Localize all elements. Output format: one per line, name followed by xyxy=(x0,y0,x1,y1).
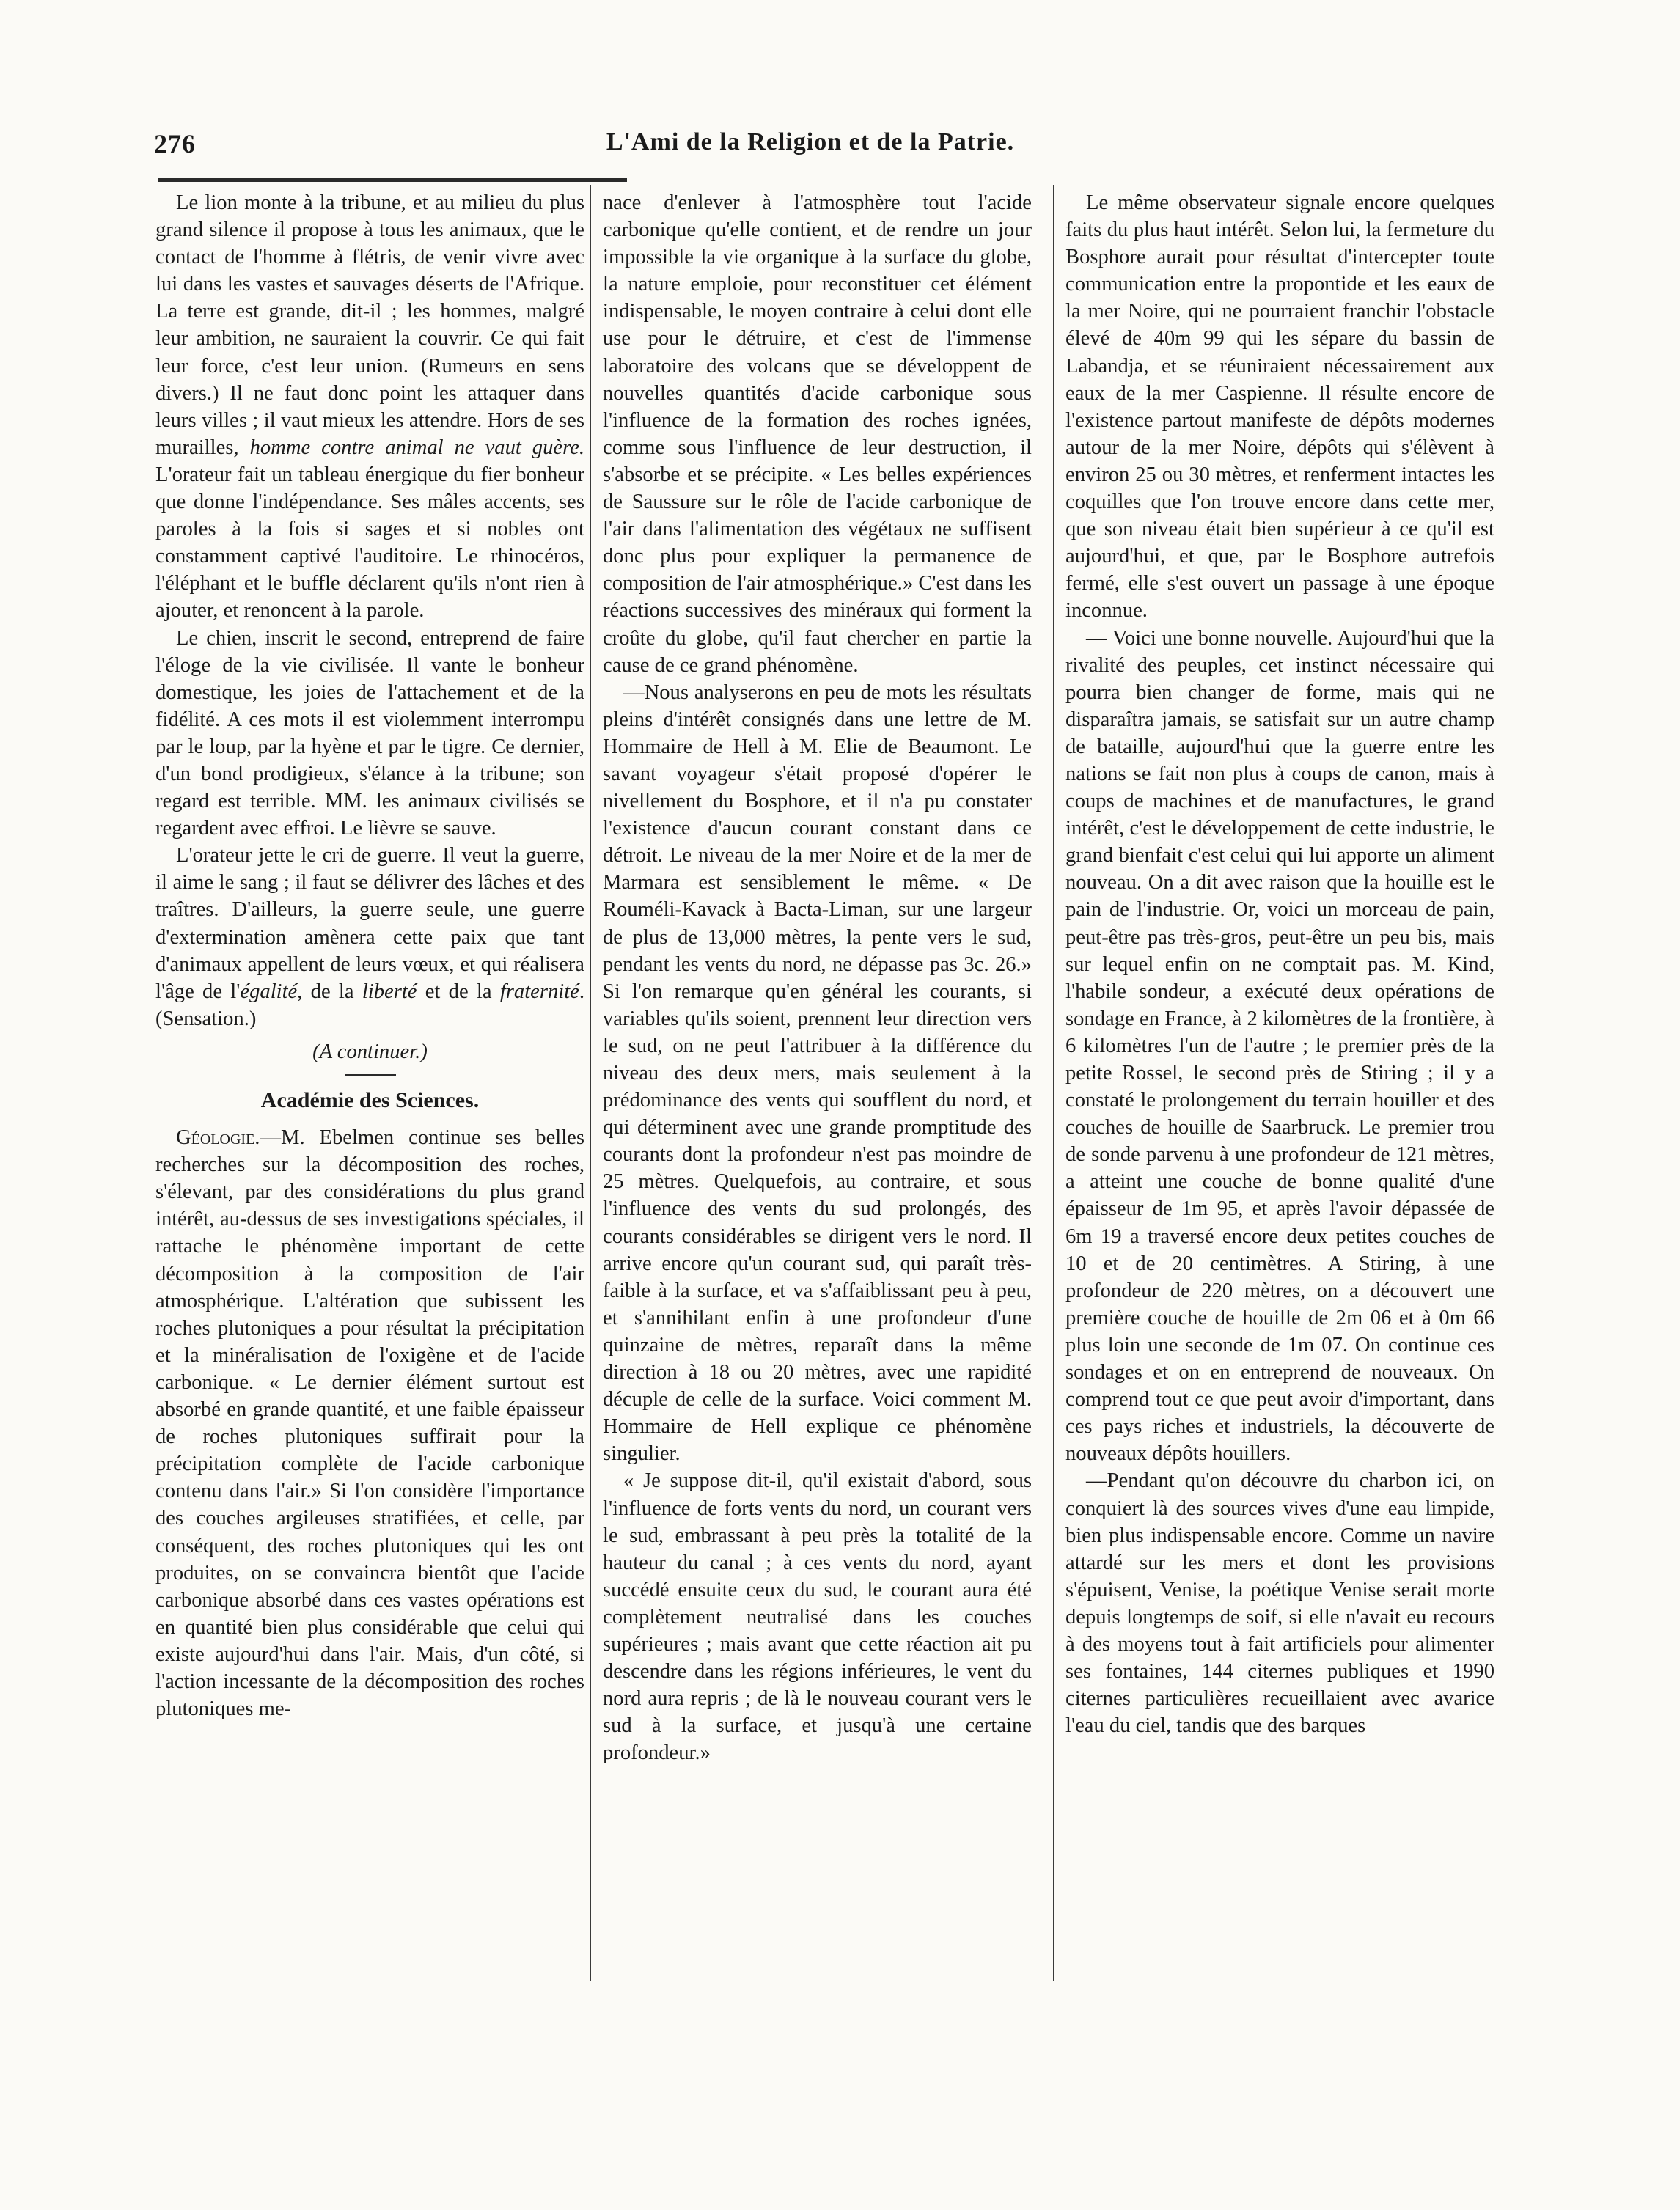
paragraph-geologie xyxy=(155,1124,584,1722)
column-1 xyxy=(155,189,584,1722)
paragraph-bosphore: —Nous analyserons en peu de mots les résultats pleins d'intérêt consignés dans une lettre de M. Hommaire de Hell à M. Elie de Beaumont. Le savant voyageur s'était proposé d'opérer le nivellement du Bosphore, et il n'a pu constater l'existence d'aucun courant constant dans ce détroit. Le niveau de la mer Noire et de la mer de Marmara est sensiblement le même. « De Rouméli-Kavack à Bacta-Liman, sur une largeur de plus de 13,000 mètres, la pente vers le sud, pendant les vents du nord, ne dépasse pas 3c. 26.» Si l'on remarque qu'en général les courants, si variables qu'ils soient, prennent leur direction vers le sud, on ne peut l'attribuer à la différence du niveau des deux mers, mais seulement à la prédominance des vents qui soufflent du nord, et qui déterminent avec une grande promptitude des courants dont la profondeur n'est pas moindre de 25 mètres. Quelquefois, au contraire, et sous l'influence des vents du sud prolongés, des courants considérables se dirigent vers le nord. Il arrive encore qu'un courant sud, qui paraît très-faible à la surface, et va s'affaiblissant peu à peu, et s'annihilant enfin à une profondeur d'une quinzaine de mètres, reparaît dans la même direction à 18 ou 20 mètres, avec une rapidité décuple de celle de la surface. Voici comment M. Hommaire de Hell explique ce phénomène singulier. xyxy=(603,680,1032,1466)
page-number: 276 xyxy=(154,129,196,158)
paragraph-continuation: nace d'enlever à l'atmosphère tout l'acide carbonique qu'elle contient, et de rendre un jour impossible la vie organique à la surface du globe, la nature emploie, pour reconstituer cet élément indispensable, le moyen contraire à celui dont elle use pour le détruire, et c'est de l'immense laboratoire des volcans que se développent de nouvelles quantités d'acide carbonique sous l'influence de la formation des roches ignées, comme sous l'influence de leur destruction, il s'absorbe et se précipite. « Les belles expériences de Saussure sur le rôle de l'acide carbonique de l'air dans l'alimentation des végétaux ne suffisent donc plus pour expliquer la permanence de composition de l'air atmosphérique.» C'est dans les réactions successives des minéraux qui forment la croûte du globe, qu'il faut chercher en partie la cause de ce grand phénomène. xyxy=(603,191,1032,677)
paragraph-observateur: Le même observateur signale encore quelques faits du plus haut intérêt. Selon lui, la fermeture du Bosphore aurait pour résultat d'intercepter toute communication entre la propontide et les eaux de la mer Noire, qui ne pourraient franchir l'obstacle élevé de 40m 99 qui les sépare du bassin de Labandja, et se réuniraient nécessairement aux eaux de la mer Caspienne. Il résulte encore de l'existence partout manifeste de dépôts modernes autour de la mer Noire, dépôts qui s'élèvent à environ 25 ou 30 mètres, et renferment intactes les coquilles que l'on trouve encore dans cette mer, que son niveau était bien supérieur à ce qu'il est aujourd'hui, et que, par le Bosphore autrefois fermé, elle s'est ouvert un passage à une époque inconnue. xyxy=(1065,191,1494,623)
section-heading: Académie des Sciences. xyxy=(260,1088,480,1112)
paragraph-text: , de la xyxy=(297,980,362,1003)
italic-word: fraternité xyxy=(499,980,579,1003)
paragraph-quote: « Je suppose dit-il, qu'il existait d'abord, sous l'influence de forts vents du nord, un courant vers le sud, embrassant à peu près la totalité de la hauteur du canal ; à ces vents du nord, ayant succédé ensuite ceux du sud, le courant aura été complètement neutralisé dans les couches supérieures ; mais avant que cette réaction ait pu descendre dans les régions inférieures, le vent du nord aura repris ; de là le nouveau courant vers le sud à la surface, et jusqu'à une certaine profondeur.» xyxy=(603,1469,1032,1765)
paragraph-chien: Le chien, inscrit le second, entreprend de faire l'éloge de la vie civilisée. Il vante le bonheur domestique, les joies de l'attachement et de la fidélité. A ces mots il est violemment interrompu par le loup, par la hyène et par le tigre. Ce dernier, d'un bond prodigieux, s'élance à la tribune; son regard est terrible. MM. les animaux civilisés se regardent avec effroi. Le lièvre se sauve. xyxy=(155,626,584,840)
paragraph-text: L'orateur jette le cri de guerre. Il veut la guerre, il aime le sang ; il faut se délivrer des lâches et des traîtres. D'ailleurs, la guerre seule, une guerre d'extermination amènera cette paix que tant d'animaux appellent de leurs vœux, et qui réalisera l'âge de l' xyxy=(155,844,584,1003)
page-header xyxy=(154,128,1467,172)
paragraph-text: et de la xyxy=(417,980,500,1003)
column-divider xyxy=(1053,185,1054,1981)
journal-title: L'Ami de la Religion et de la Patrie. xyxy=(606,128,1015,155)
italic-quote: homme contre animal ne vaut guère. xyxy=(249,436,584,459)
paragraph-text: Le lion monte à la tribune, et au milieu du plus grand silence il propose à tous les animaux, que le contact de l'homme à flétris, de venir vivre avec lui dans les vastes et sauvages déserts de l'Afrique. La terre est grande, dit-il ; les hommes, malgré leur ambition, ne sauraient la couvrir. Ce qui fait leur force, c'est leur union. (Rumeurs en sens divers.) Il ne faut donc point les attaquer dans leurs villes ; il vaut mieux les attendre. Hors de ses murailles, xyxy=(155,191,584,459)
paragraph-venise: —Pendant qu'on découvre du charbon ici, on conquiert là des sources vives d'une eau limpide, bien plus indispensable encore. Comme un navire attardé sur les mers et dont les provisions s'épuisent, Venise, la poétique Venise serait morte depuis longtemps de soif, si elle n'avait eu recours à des moyens tout à fait artificiels pour alimenter ses fontaines, 144 citernes publiques et 1990 citernes particulières recueillaient avec avarice l'eau du ciel, tandis que des barques xyxy=(1065,1469,1494,1738)
paragraph-text: L'orateur fait un tableau énergique du fier bonheur que donne l'indépendance. Ses mâles accents, ses paroles à la fois si sages et si nobles ont constamment captivé l'auditoire. Le rhinocéros, l'éléphant et le buffle déclarent qu'ils n'ont rien à ajouter, et renoncent à la parole. xyxy=(155,463,584,623)
header-rule xyxy=(158,178,627,182)
paragraph-text: . (Sensation.) xyxy=(155,980,584,1030)
paragraph-text: —M. Ebelmen continue ses belles recherches sur la décomposition des roches, s'élevant, par des considérations du plus grand intérêt, au-dessus de ses investigations spéciales, il rattache le phénomène important de cette décomposition à la composition de l'air atmosphérique. L'altération que subissent les roches plutoniques a pour résultat la précipitation et la minéralisation de l'oxigène et de l'acide carbonique. « Le dernier élément surtout est absorbé en grande quantité, et une faible épaisseur de roches plutoniques suffirait pour la précipitation complète de l'acide carbonique contenu dans l'air.» Si l'on considère l'importance des couches argileuses stratifiées, et celle, par conséquent, des roches plutoniques qui les ont produites, on se convaincra bientôt que l'acide carbonique absorbé dans ces vastes opérations est en quantité bien plus considérable que celui qui existe aujourd'hui dans l'air. Mais, d'un côté, si l'action incessante de la décomposition des roches plutoniques me- xyxy=(155,1126,584,1721)
to-be-continued: (A continuer.) xyxy=(312,1040,428,1063)
paragraph-lion xyxy=(155,189,584,625)
section-divider xyxy=(345,1074,396,1076)
italic-word: liberté xyxy=(362,980,417,1003)
column-3 xyxy=(1065,189,1494,1739)
italic-word: égalité xyxy=(240,980,298,1003)
paragraph-guerre xyxy=(155,842,584,1032)
column-2 xyxy=(603,189,1032,1766)
rubric-label: Géologie. xyxy=(176,1126,260,1150)
column-divider xyxy=(590,185,591,1981)
paragraph-houille: — Voici une bonne nouvelle. Aujourd'hui que la rivalité des peuples, cet instinct nécessaire qui pourra bien changer de forme, mais qui ne disparaîtra jamais, se satisfait sur un autre champ de bataille, aujourd'hui que la guerre entre les nations se fait non plus à coups de canon, mais à coups de machines et de manufactures, le grand intérêt, c'est le développement de cette industrie, le grand bienfait c'est celui qui lui apporte un aliment nouveau. On a dit avec raison que la houille est le pain de l'industrie. Or, voici un morceau de pain, peut-être pas très-gros, peut-être un peu bis, mais sur lequel enfin on ne comptait pas. M. Kind, l'habile sondeur, a exécuté deux opérations de sondage en France, à 2 kilomètres de la frontière, à 6 kilomètres l'un de l'autre ; le premier près de la petite Rossel, le second près de Stiring ; il y a constaté le prolongement du terrain houiller et des couches de houille de Saarbruck. Le premier trou de sonde parvenu à une profondeur de 121 mètres, a atteint une couche de bonne qualité d'une épaisseur de 1m 95, et après l'avoir dépassée de 6m 19 a traversé encore deux petites couches de 10 et de 20 centimètres. A Stiring, à une profondeur de 220 mètres, on a découvert une première couche de houille de 2m 06 et à 0m 66 plus loin une seconde de 1m 07. On continue ces sondages et on en entreprend de nouveaux. On comprend tout ce que peut avoir d'important, dans ces pays riches et industriels, la découverte de nouveaux dépôts houillers. xyxy=(1065,626,1494,1466)
